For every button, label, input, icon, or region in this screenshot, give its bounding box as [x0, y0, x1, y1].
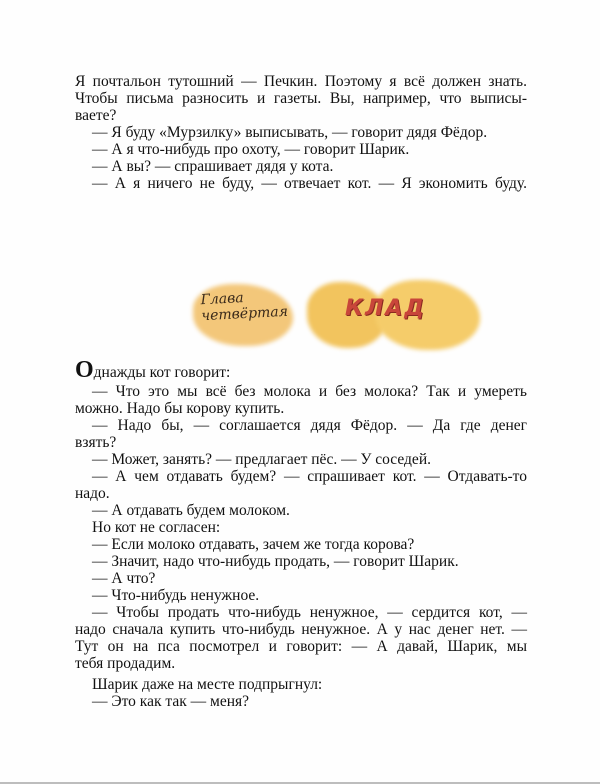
text-line: — Чтобы продать что-нибудь ненужное, — сердится кот, — [92, 604, 527, 621]
chapter-title: КЛАД [345, 296, 426, 321]
text-line: — А что? [92, 570, 156, 587]
text-block-top [75, 73, 527, 192]
text-line: — Если молоко отдавать, зачем же тогда корова? [92, 536, 415, 553]
drop-cap: О [75, 357, 94, 383]
text-line: Шарик даже на месте подпрыгнул: [92, 676, 323, 693]
text-line: — Надо бы, — соглашается дядя Фёдор. — Да где денег [92, 417, 527, 434]
chapter-number [200, 288, 288, 324]
text-line: тебя продадим. [75, 655, 176, 672]
text-line: — Может, занять? — предлагает пёс. — У соседей. [92, 451, 431, 468]
text-line: Но кот не согласен: [92, 519, 221, 536]
text-line: взять? [75, 434, 117, 451]
text-line: — Что-нибудь ненужное. [92, 587, 260, 604]
text-line: ваете? [75, 107, 117, 124]
text-line: — А отдавать будем молоком. [92, 502, 290, 519]
chapter-label: Глава [200, 290, 245, 309]
text-line: — А вы? — спрашивает дядя у кота. [92, 158, 334, 175]
text-line: надо. [75, 485, 110, 502]
text-line: — Я буду «Мурзилку» выписывать, — говорит дядя Фёдор. [92, 124, 488, 141]
text-line: Чтобы письма разносить и газеты. Вы, например, что выписы- [75, 90, 527, 107]
text-line: — Это как так — меня? [92, 693, 249, 710]
text-line: — Значит, надо что-нибудь продать, — говорит Шарик. [92, 553, 459, 570]
text-line: надо сначала купить что-нибудь ненужное. А у нас денег нет. — [75, 621, 527, 638]
text-line: Тут он на пса посмотрел и говорит: — А давай, Шарик, мы [75, 638, 527, 655]
text-line: Я почтальон тутошний — Печкин. Поэтому я всё должен знать. [75, 73, 527, 90]
line-text: днажды кот говорит: [93, 364, 231, 381]
text-block-chapter [75, 358, 527, 710]
text-line: можно. Надо бы корову купить. [75, 400, 285, 417]
text-line: — А чем отдавать будем? — спрашивает кот. — Отдавать-то [92, 468, 527, 485]
text-line: — А я ничего не буду, — отвечает кот. — Я экономить буду. [92, 175, 527, 192]
first-line [75, 358, 527, 383]
chapter-ordinal: четвёртая [201, 303, 289, 325]
text-line: — А я что-нибудь про охоту, — говорит Шарик. [92, 141, 410, 158]
chapter-heading [185, 280, 485, 360]
text-line: — Что это мы всё без молока и без молока? Так и умереть [92, 383, 527, 400]
